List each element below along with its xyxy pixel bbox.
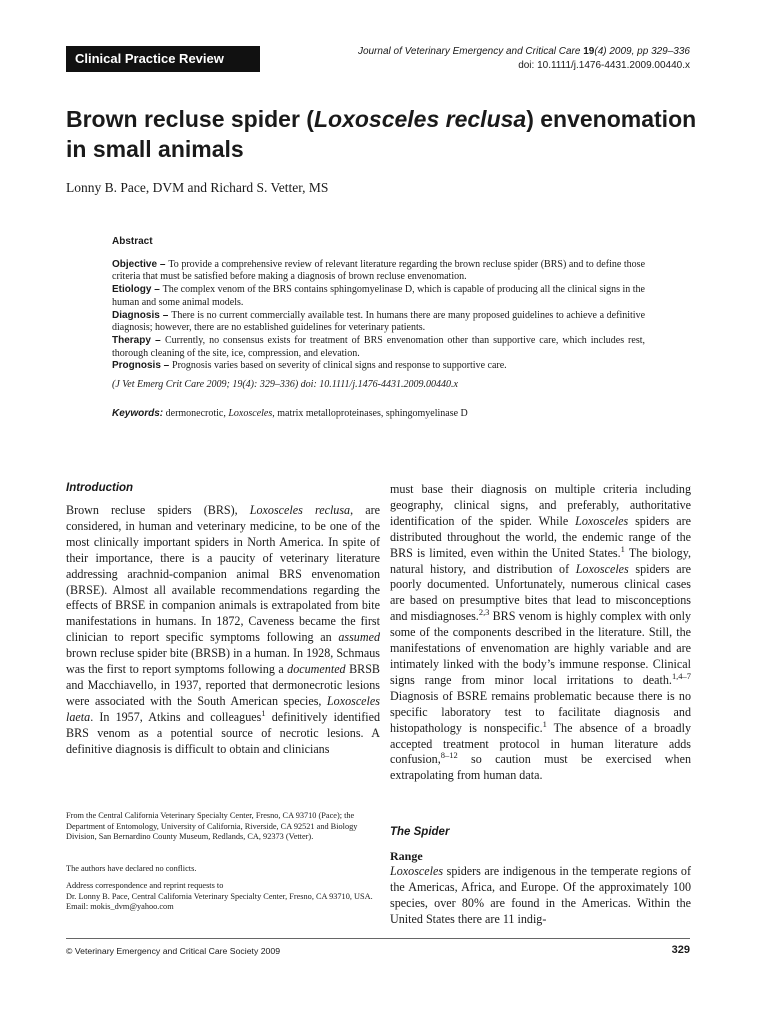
objective-label: Objective –	[112, 258, 169, 270]
col2-text-5: BRS venom is highly complex with only some of the components described in the literature. Still, the manifestations of envenomation are highly variable and are intimately linked with the body’s immune response. Clinical signs range from minor local irritations to death.	[390, 609, 691, 687]
col2-ref-3: 1,4–7	[671, 670, 691, 681]
col2-text-2: spiders are distributed throughout the world, the endemic range of the BRS is limited, even within the United States.	[390, 513, 692, 560]
abstract-prognosis	[112, 360, 645, 373]
diagnosis-label: Diagnosis –	[112, 309, 172, 321]
introduction-heading: Introduction	[66, 482, 134, 494]
keywords-label: Keywords:	[112, 407, 164, 419]
intro-text-3: brown recluse spider bite (BRSB) in a human. In 1928, Schmaus was the first to report symptoms following a	[66, 646, 380, 677]
authors: Lonny B. Pace, DVM and Richard S. Vetter, MS	[66, 180, 329, 195]
title-part-2: ) envenomation in small animals	[66, 106, 697, 162]
footnote-address	[66, 881, 386, 913]
col2-text-4: spiders are poorly documented. Unfortunately, numerous clinical cases are based on presumptive bites that lead to misconceptions and misdiagnoses.	[390, 561, 691, 624]
col2-text-8: so caution must be exercised when extrapolating from human data.	[390, 752, 691, 783]
intro-italic-1: Loxosceles reclusa	[249, 503, 351, 517]
introduction-text	[66, 503, 380, 758]
footer-rule	[66, 938, 690, 939]
title-part-1: Brown recluse spider (	[66, 106, 314, 132]
col2-ref-2: 2,3	[478, 607, 490, 618]
range-text-1: spiders are indigenous in the temperate regions of the Americas, Africa, and Europe. Of the approximately 100 species, over 80% are found in the Americas. Within the United States there are 11 indig-	[390, 864, 691, 926]
col2-ref-4: 1	[542, 718, 547, 729]
range-italic-1: Loxosceles	[390, 864, 444, 878]
intro-text-6: definitively identified BRS venom as a potential source of necrotic lesions. A definitive diagnosis is difficult to obtain and clinicians	[66, 709, 380, 756]
journal-volume: 19	[583, 46, 595, 57]
abstract-citation: (J Vet Emerg Crit Care 2009; 19(4): 329–336) doi: 10.1111/j.1476-4431.2009.00440.x	[112, 379, 458, 391]
intro-text-4: BRSB and Macchiavello, in 1937, reported that dermonecrotic lesions were associated with the South American species,	[66, 662, 380, 708]
intro-text-5: . In 1957, Atkins and colleagues	[90, 709, 262, 724]
etiology-label: Etiology –	[112, 284, 163, 296]
journal-name: Journal of Veterinary Emergency and Critical Care	[357, 46, 584, 57]
footnote-conflicts: The authors have declared no conflicts.	[66, 864, 197, 873]
keywords-part-a: dermonecrotic,	[163, 407, 229, 419]
diagnosis-text: There is no current commercially available test. In humans there are many proposed guidelines to achieve a definitive diagnosis; however, there are no established guidelines for veterinary patients.	[112, 309, 646, 334]
section-badge: Clinical Practice Review	[66, 46, 260, 72]
journal-citation	[358, 45, 690, 59]
intro-italic-2: assumed	[338, 630, 380, 645]
range-heading: Range	[390, 849, 423, 863]
col2-text-7: The absence of a broadly accepted treatment protocol in human literature adds confusion,	[390, 720, 691, 767]
abstract-objective	[112, 259, 645, 284]
therapy-label: Therapy –	[112, 334, 165, 346]
address-line-1: Address correspondence and reprint requests to	[66, 881, 224, 890]
abstract-therapy	[112, 335, 645, 360]
keywords-italic: Loxosceles	[228, 407, 273, 419]
col2-ref-5: 8–12	[440, 750, 458, 761]
col2-italic-1: Loxosceles	[575, 513, 629, 528]
col2-text-3: The biology, natural history, and distribution of	[390, 545, 691, 576]
abstract-diagnosis	[112, 310, 645, 335]
prognosis-text: Prognosis varies based on severity of clinical signs and response to supportive care.	[172, 360, 507, 372]
keywords-part-b: , matrix metalloproteinases, sphingomyelinase D	[272, 407, 468, 419]
intro-ref-1: 1	[261, 707, 266, 718]
spider-heading: The Spider	[390, 826, 450, 838]
keywords	[112, 408, 645, 421]
article-title	[66, 104, 706, 164]
column-2-text	[390, 482, 691, 784]
journal-issue: (4) 2009, pp 329–336	[594, 46, 690, 57]
abstract-heading: Abstract	[112, 236, 153, 247]
range-text	[390, 864, 691, 928]
intro-italic-4: Loxosceles laeta	[66, 693, 380, 724]
email-link[interactable]: Email: mokis_dvm@yahoo.com	[66, 902, 174, 912]
col2-ref-1: 1	[620, 543, 625, 554]
objective-text: To provide a comprehensive review of relevant literature regarding the brown recluse spider (BRS) and to define those criteria that must be satisfied before making a diagnosis of brown recluse envenomation.	[112, 258, 646, 283]
col2-text-6: Diagnosis of BSRE remains problematic because there is no specific laboratory test to facilitate diagnosis and histopathology is nonspecific.	[390, 688, 691, 735]
page-number: 329	[671, 944, 690, 956]
footnote-affiliation: From the Central California Veterinary Specialty Center, Fresno, CA 93710 (Pace); the Department of Entomology, University of California, Riverside, CA 92521 and Biology Division, San Bernardino County Museum, Redlands, CA, 92373 (Vetter).	[66, 811, 358, 842]
abstract	[112, 236, 645, 420]
address-line-2: Dr. Lonny B. Pace, Central California Veterinary Specialty Center, Fresno, CA 93710, USA.	[66, 891, 373, 901]
col2-italic-2: Loxosceles	[575, 561, 629, 576]
therapy-text: Currently, no consensus exists for treatment of BRS envenomation other than supportive care, which includes rest, thorough cleaning of the site, ice, compression, and elevation.	[112, 334, 645, 359]
abstract-etiology	[112, 284, 645, 309]
col2-text-1: must base their diagnosis on multiple criteria including geography, clinical signs, and preferably, authoritative identification of the spider. While	[390, 482, 691, 528]
intro-italic-3: documented	[287, 662, 346, 677]
copyright: © Veterinary Emergency and Critical Care Society 2009	[66, 946, 281, 956]
etiology-text: The complex venom of the BRS contains sphingomyelinase D, which is capable of producing all the clinical signs in the human and some animal models.	[112, 284, 645, 308]
intro-text-2: , are considered, in human and veterinary medicine, to be one of the most clinically important spiders in North America. In spite of their importance, there is a paucity of veterinary literature addressing arachnid-companion animal BRS envenomation (BRSE). Almost all available recommendations regarding the effects of BRSE in companion animals is extrapolated from bite manifestations in humans. In 1872, Caveness became the first clinician to report specific symptoms following an	[66, 503, 380, 645]
prognosis-label: Prognosis –	[112, 360, 173, 372]
doi: doi: 10.1111/j.1476-4431.2009.00440.x	[518, 60, 690, 71]
title-species: Loxosceles reclusa	[313, 106, 527, 132]
intro-text-1: Brown recluse spiders (BRS),	[66, 503, 250, 517]
